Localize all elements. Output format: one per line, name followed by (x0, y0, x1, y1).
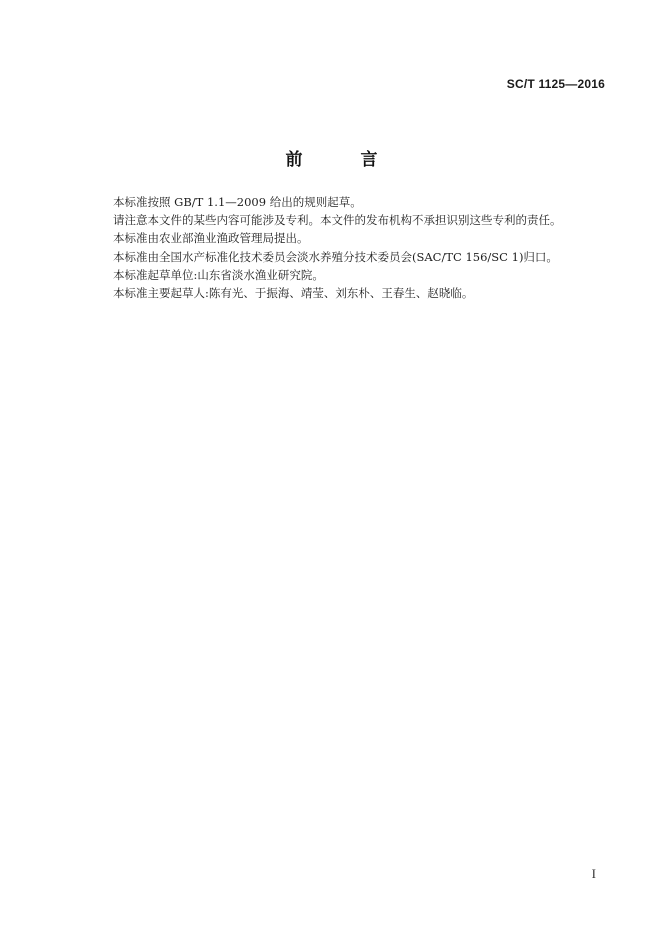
paragraph-patent-notice: 请注意本文件的某些内容可能涉及专利。本文件的发布机构不承担识别这些专利的责任。 (113, 213, 562, 228)
paragraph-drafting-unit: 本标准起草单位:山东省淡水渔业研究院。 (113, 267, 324, 282)
paragraph-proposed-by: 本标准由农业部渔业渔政管理局提出。 (113, 231, 309, 246)
paragraph-drafting-rules: 本标准按照 GB/T 1.1—2009 给出的规则起草。 (113, 195, 362, 209)
page-title: 前 言 (285, 150, 404, 170)
page-number: I (591, 866, 596, 881)
standard-code: SC/T 1125—2016 (506, 77, 605, 91)
paragraph-under-jurisdiction: 本标准由全国水产标准化技术委员会淡水养殖分技术委员会(SAC/TC 156/SC 1)归口。 (113, 249, 558, 264)
foreword-body (113, 193, 613, 302)
paragraph-main-drafters: 本标准主要起草人:陈有光、于振海、靖莹、刘东朴、王春生、赵晓临。 (113, 286, 474, 301)
